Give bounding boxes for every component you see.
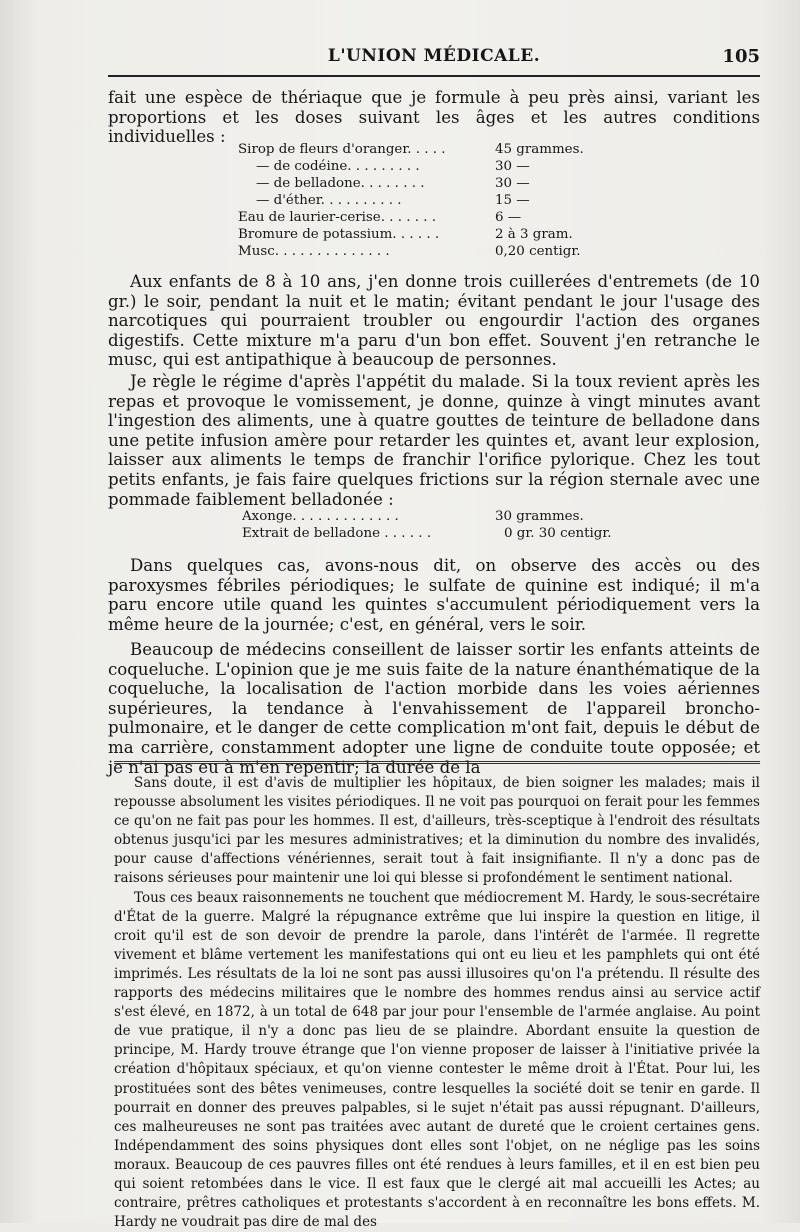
ingredient-qty: 15 — [495,193,530,208]
intro-paragraph [108,88,760,147]
ingredient-name: Musc. . . . . . . . . . . . . . [238,244,390,259]
footnote-rule [114,761,760,764]
recipe-row [242,508,602,525]
running-title: L'UNION MÉDICALE. [327,46,541,66]
ingredient-qty: 45 grammes. [495,142,584,157]
footnote-paragraph: Sans doute, il est d'avis de multiplier les hôpitaux, de bien soigner les malades; mais il repousse absolument les visites périodiques. Il ne voit pas pourquoi on ferait pour les femmes ce qu'on ne fait pas pour les hommes. Il est, d'ailleurs, très-sceptique à l'endroit des résultats obtenus jusqu'ici par les mesures administratives; et la diminution du nombre des invalidés, pour cause d'affections vénériennes, serait tout à fait insignifiante. Il n'y a donc pas de raisons sérieuses pour maintenir une loi qui blesse si profondément le sentiment national. [114,775,760,887]
ingredient-name: Axonge. . . . . . . . . . . . . [242,509,399,524]
paragraph-text: Aux enfants de 8 à 10 ans, j'en donne trois cuillerées d'entremets (de 10 gr.) le soir, pendant la nuit et le matin; évitant pendant le jour l'usage des narcotiques qui pourraient troubler ou engourdir l'action des organes digestifs. Cette mixture m'a paru d'un bon effet. Souvent j'en retranche le musc, qui est antipathique à beaucoup de personnes. [108,272,760,370]
ingredient-qty: 0 gr. 30 centigr. [504,526,612,541]
ingredient-qty: 30 — [495,159,530,174]
ingredient-name: — de codéine. . . . . . . . . [256,159,420,174]
paragraph-quelques-cas [108,556,760,634]
paragraph-enfants [108,272,760,370]
paragraph-medecins [108,640,760,777]
recipe-row [238,209,578,226]
ingredient-name: Bromure de potassium. . . . . . [238,227,440,242]
header-rule [108,75,760,77]
ingredient-name: Extrait de belladone . . . . . . [242,526,432,541]
ingredient-qty: 2 à 3 gram. [495,227,573,242]
recipe-row [238,158,578,175]
intro-text: fait une espèce de thériaque que je formule à peu près ainsi, variant les proportions et les doses suivant les âges et les autres conditions individuelles : [108,88,760,147]
recipe-row [238,226,578,243]
ingredient-qty: 6 — [495,210,522,225]
recipe-row [238,192,578,209]
ingredient-name: — de belladone. . . . . . . . [256,176,425,191]
recipe-row [238,141,584,158]
paragraph-text: Je règle le régime d'après l'appétit du malade. Si la toux revient après les repas et provoque le vomissement, je donne, quinze à vingt minutes avant l'ingestion des aliments, une à quatre gouttes de teinture de belladone dans une petite infusion amère pour retarder les quintes et, avant leur explosion, laisser aux aliments le temps de franchir l'orifice pylorique. Chez les tout petits enfants, je fais faire quelques frictions sur la région sternale avec une pommade faiblement belladonée : [108,372,760,509]
paragraph-text: Beaucoup de médecins conseillent de laisser sortir les enfants atteints de coqueluche. L'opinion que je me suis faite de la nature énanthématique de la coqueluche, la localisation de l'action morbide dans les voies aériennes supérieures, la tendance à l'envahissement de l'appareil broncho-pulmonaire, et le danger de cette complication m'ont fait, depuis le début de ma carrière, constamment adopter une ligne de conduite toute opposée; et je n'ai pas eu à m'en repentir; la durée de la [108,640,760,777]
ingredient-qty: 30 — [495,176,530,191]
recipe-row [238,243,581,260]
running-header [108,44,760,74]
recipe-pommade [242,508,612,542]
footnote [114,774,760,1232]
page-number: 105 [722,46,760,67]
footnote-paragraph: Tous ces beaux raisonnements ne touchent que médiocrement M. Hardy, le sous-secrétaire d'État de la guerre. Malgré la répugnance extrême que lui inspire la question en litige, il croit qu'il est de son devoir de prendre la parole, dans l'intérêt de l'armée. Il regrette vivement et blâme vertement les manifestations qui ont eu lieu et les pamphlets qui ont été imprimés. Les résultats de la loi ne sont pas aussi illusoires qu'on l'a prétendu. Il résulte des rapports des médecins militaires que le nombre des hommes rendus ainsi au service actif s'est élevé, en 1872, à un total de 648 par jour pour l'ensemble de l'armée anglaise. Au point de vue pratique, il n'y a donc pas lieu de se plaindre. Abordant ensuite la question de principe, M. Hardy trouve étrange que l'on vienne proposer de laisser à l'initiative privée la création d'hôpitaux spéciaux, et qu'on vienne contester le même droit à l'État. Pour lui, les prostituées sont des bêtes venimeuses, contre lesquelles la société doit se tenir en garde. Il pourrait en donner des preuves palpables, si le sujet n'était pas aussi répugnant. D'ailleurs, ces malheureuses ne sont pas traitées avec autant de dureté que le croient certaines gens. Indépendamment des soins physiques dont elles sont l'objet, on ne néglige pas les soins moraux. Beaucoup de ces pauvres filles ont été rendues à leurs familles, et il en est bien peu qui soient retombées dans le vice. Il est faux que le clergé ait mal accueilli les Actes; au contraire, prêtres catholiques et protestants s'accordent à en reconnaître les bons effets. M. Hardy ne voudrait pas dire de mal des [114,889,760,1231]
paragraph-text: Dans quelques cas, avons-nous dit, on observe des accès ou des paroxysmes fébriles périodiques; le sulfate de quinine est indiqué; il m'a paru encore utile quand les quintes s'accumulent périodiquement vers la même heure de la journée; c'est, en général, vers le soir. [108,556,760,634]
ingredient-name: Eau de laurier-cerise. . . . . . . [238,210,437,225]
ingredient-qty: 30 grammes. [495,509,584,524]
ingredient-qty: 0,20 centigr. [495,244,581,259]
recipe-row [238,175,578,192]
recipe-row [242,525,612,542]
recipe-thériaque [238,141,584,260]
paragraph-regime [108,372,760,509]
ingredient-name: Sirop de fleurs d'oranger. . . . . [238,142,446,157]
ingredient-name: — d'éther. . . . . . . . . . [256,193,402,208]
